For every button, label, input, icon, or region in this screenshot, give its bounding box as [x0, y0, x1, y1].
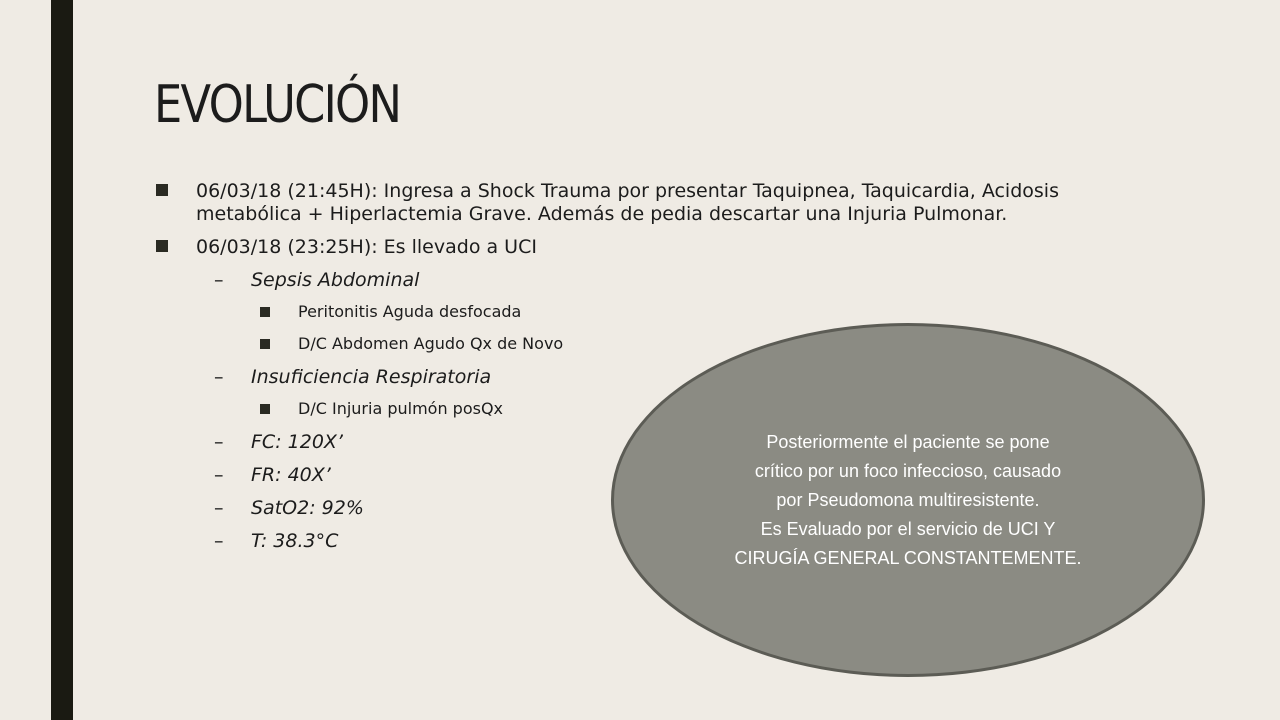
callout-line: CIRUGÍA GENERAL CONSTANTEMENTE.	[734, 547, 1082, 568]
list-item-text: 06/03/18 (23:25H): Es llevado a UCI	[196, 236, 537, 258]
callout-line: por Pseudomona multiresistente.	[776, 489, 1040, 510]
callout-line: Es Evaluado por el servicio de UCI Y	[760, 518, 1056, 539]
dash-bullet: –	[214, 366, 224, 388]
sublist-item-text: Insuficiencia Respiratoria	[251, 366, 492, 388]
slide-title: EVOLUCIÓN	[154, 75, 401, 135]
dash-bullet: –	[214, 530, 224, 552]
square-bullet-icon	[260, 404, 270, 414]
sublist-item-text: SatO2: 92%	[251, 497, 364, 519]
list-item-text: 06/03/18 (21:45H): Ingresa a Shock Trauma por presentar Taquipnea, Taquicardia, Acidosis metabólica + Hiperlactemia Grave. Además de pedia descartar una Injuria Pulmonar.	[196, 180, 1059, 225]
sublist-item-text: Sepsis Abdominal	[251, 269, 420, 291]
callout-oval	[611, 323, 1205, 677]
square-bullet-icon	[260, 307, 270, 317]
dash-bullet: –	[214, 431, 224, 453]
sublist-item-text: T: 38.3°C	[251, 530, 339, 552]
subsublist-item-peritonitis	[156, 302, 1116, 322]
list-item-uci	[156, 236, 1116, 259]
callout-line: Posteriormente el paciente se pone	[766, 431, 1050, 452]
dash-bullet: –	[214, 497, 224, 519]
subsublist-item-text: D/C Injuria pulmón posQx	[298, 399, 504, 418]
subsublist-item-text: Peritonitis Aguda desfocada	[298, 302, 522, 321]
accent-bar	[51, 0, 73, 720]
sublist-item-text: FC: 120X’	[251, 431, 343, 453]
sublist-item-text: FR: 40X’	[251, 464, 331, 486]
callout-text	[698, 428, 1118, 573]
subsublist-item-text: D/C Abdomen Agudo Qx de Novo	[298, 334, 564, 353]
dash-bullet: –	[214, 464, 224, 486]
callout-line: crítico por un foco infeccioso, causado	[754, 460, 1062, 481]
sublist-item-sepsis	[156, 269, 1116, 292]
square-bullet-icon	[156, 240, 168, 252]
list-item-ingreso	[156, 180, 1116, 226]
dash-bullet: –	[214, 269, 224, 291]
square-bullet-icon	[260, 339, 270, 349]
square-bullet-icon	[156, 184, 168, 196]
